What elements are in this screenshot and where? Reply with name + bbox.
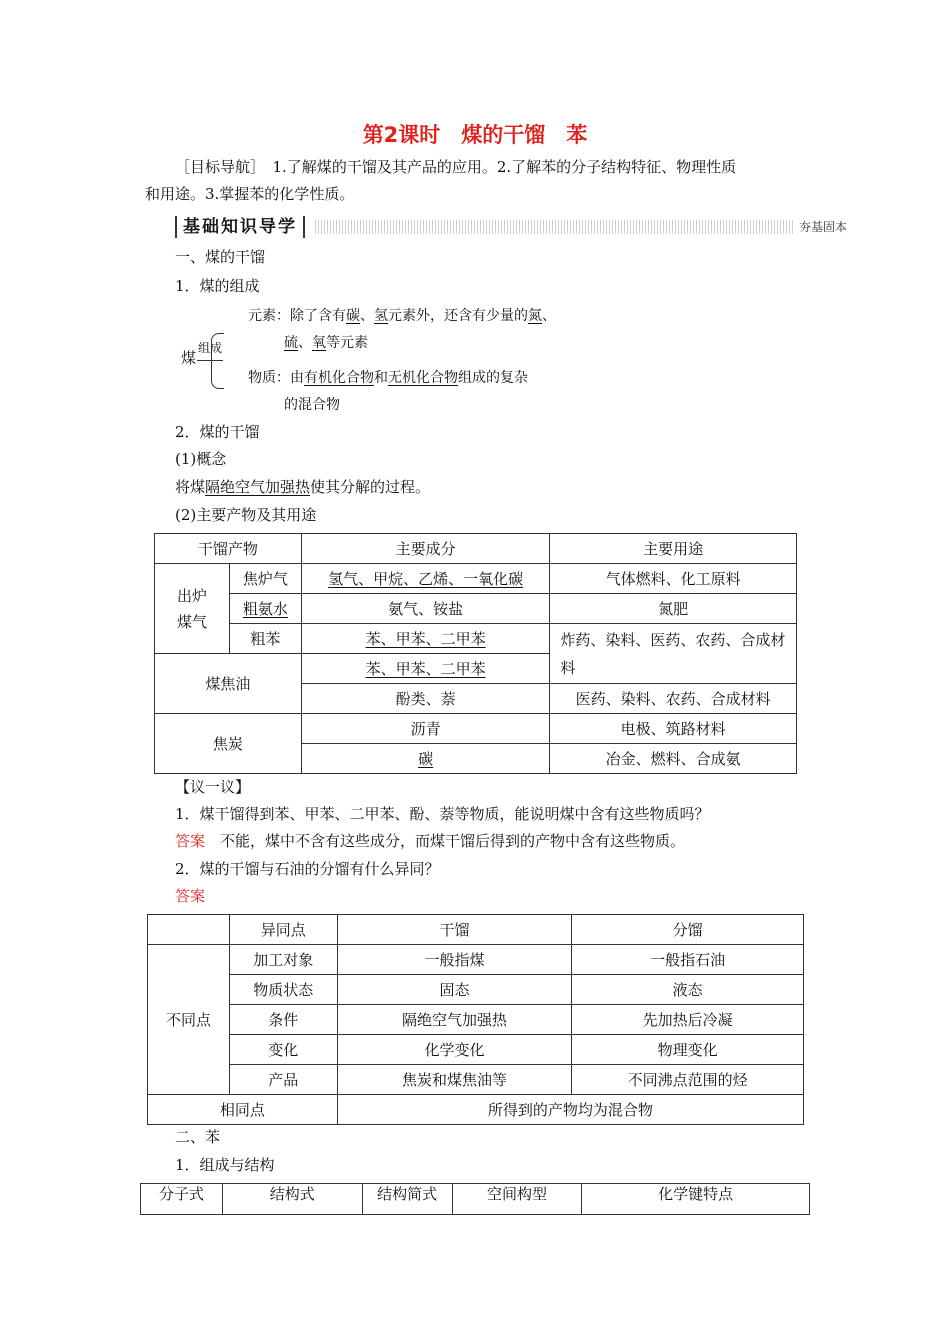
part2-heading: 二、苯 <box>175 1128 221 1146</box>
discuss-heading: 【议一议】 <box>175 778 251 796</box>
question-1: 1．煤干馏得到苯、甲苯、二甲苯、酚、萘等物质，能说明煤中含有这些物质吗？ <box>175 805 710 823</box>
table-cell: 液态 <box>572 975 804 1005</box>
table-cell: 隔绝空气加强热 <box>337 1005 572 1035</box>
table-cell: 苯、甲苯、二甲苯 <box>301 654 550 684</box>
table-header: 分子式 <box>141 1184 223 1215</box>
page-title: 第2课时 煤的干馏 苯 <box>362 123 588 147</box>
table-cell: 医药、染料、农药、合成材料 <box>550 684 797 714</box>
table-header: 主要成分 <box>301 534 550 564</box>
same-label: 相同点 <box>148 1095 338 1125</box>
table-cell: 炸药、染料、医药、农药、合成材料 <box>550 624 797 684</box>
table-cell: 焦炉气 <box>229 564 301 594</box>
table-header: 异同点 <box>229 915 337 945</box>
group-label: 焦炭 <box>155 714 302 774</box>
matter-line-1: 物质：由有机化合物和无机化合物组成的复杂 <box>248 370 528 386</box>
table-cell: 氢气、甲烷、乙烯、一氧化碳 <box>301 564 550 594</box>
table-cell: 氮肥 <box>550 594 797 624</box>
coal-label: 煤 <box>181 349 197 367</box>
element-line-2: 硫、氧等元素 <box>284 335 368 351</box>
table-cell: 变化 <box>229 1035 337 1065</box>
concept-definition: 将煤隔绝空气加强热使其分解的过程。 <box>175 478 431 496</box>
section-subtitle: 夯基固本 <box>793 219 847 235</box>
table-header: 化学键特点 <box>582 1184 810 1215</box>
composition-brace <box>211 333 224 389</box>
group-label: 不同点 <box>148 945 230 1095</box>
answer-1: 答案 不能，煤中不含有这些成分，而煤干馏后得到的产物中含有这些物质。 <box>175 832 686 850</box>
table-header <box>148 915 230 945</box>
table-cell: 加工对象 <box>229 945 337 975</box>
table-cell: 冶金、燃料、合成氨 <box>550 744 797 774</box>
table-header: 结构式 <box>222 1184 362 1215</box>
element-line-1: 元素：除了含有碳、氢元素外，还含有少量的氮、 <box>248 308 556 324</box>
products-table <box>154 533 797 774</box>
table-cell: 物质状态 <box>229 975 337 1005</box>
composition-label: 组成 <box>198 341 223 355</box>
part1-sub2: 2．煤的干馏 <box>175 423 260 441</box>
table-cell: 固态 <box>337 975 572 1005</box>
products-heading: (2)主要产物及其用途 <box>175 506 317 524</box>
table-cell: 化学变化 <box>337 1035 572 1065</box>
section-stripe <box>315 220 847 234</box>
table-cell: 产品 <box>229 1065 337 1095</box>
table-header: 分馏 <box>572 915 804 945</box>
same-value: 所得到的产物均为混合物 <box>337 1095 803 1125</box>
table-cell: 沥青 <box>301 714 550 744</box>
table-header: 干馏 <box>337 915 572 945</box>
table-header: 空间构型 <box>452 1184 582 1215</box>
table-header: 主要用途 <box>550 534 797 564</box>
table-cell: 物理变化 <box>572 1035 804 1065</box>
matter-line-2: 的混合物 <box>284 397 340 413</box>
question-2: 2．煤的干馏与石油的分馏有什么异同？ <box>175 860 440 878</box>
part1-heading: 一、煤的干馏 <box>175 248 266 266</box>
table-cell: 条件 <box>229 1005 337 1035</box>
table-header: 干馏产物 <box>155 534 302 564</box>
benzene-structure-table <box>140 1183 810 1215</box>
table-header: 结构简式 <box>362 1184 452 1215</box>
goal-line-1: ［目标导航］ 1.了解煤的干馏及其产品的应用。2.了解苯的分子结构特征、物理性质 <box>175 158 737 176</box>
group-label: 煤焦油 <box>155 654 302 714</box>
section-header <box>175 216 847 238</box>
table-cell: 一般指煤 <box>337 945 572 975</box>
table-cell: 先加热后冷凝 <box>572 1005 804 1035</box>
group-label: 出炉 煤气 <box>155 564 230 654</box>
table-cell: 气体燃料、化工原料 <box>550 564 797 594</box>
table-cell: 酚类、萘 <box>301 684 550 714</box>
part2-sub1: 1．组成与结构 <box>175 1156 275 1174</box>
table-cell: 粗氨水 <box>229 594 301 624</box>
answer-label: 答案 <box>175 832 206 850</box>
table-cell: 苯、甲苯、二甲苯 <box>301 624 550 654</box>
part1-sub1: 1．煤的组成 <box>175 277 260 295</box>
table-cell: 一般指石油 <box>572 945 804 975</box>
table-cell: 不同沸点范围的烃 <box>572 1065 804 1095</box>
answer-label-2: 答案 <box>175 887 206 905</box>
comparison-table <box>147 914 804 1125</box>
goal-line-2: 和用途。3.掌握苯的化学性质。 <box>145 185 355 203</box>
table-cell: 焦炭和煤焦油等 <box>337 1065 572 1095</box>
table-cell: 碳 <box>301 744 550 774</box>
table-cell: 电极、筑路材料 <box>550 714 797 744</box>
concept-heading: (1)概念 <box>175 450 227 468</box>
section-title: 基础知识导学 <box>175 216 305 238</box>
table-cell: 氨气、铵盐 <box>301 594 550 624</box>
table-cell: 粗苯 <box>229 624 301 654</box>
